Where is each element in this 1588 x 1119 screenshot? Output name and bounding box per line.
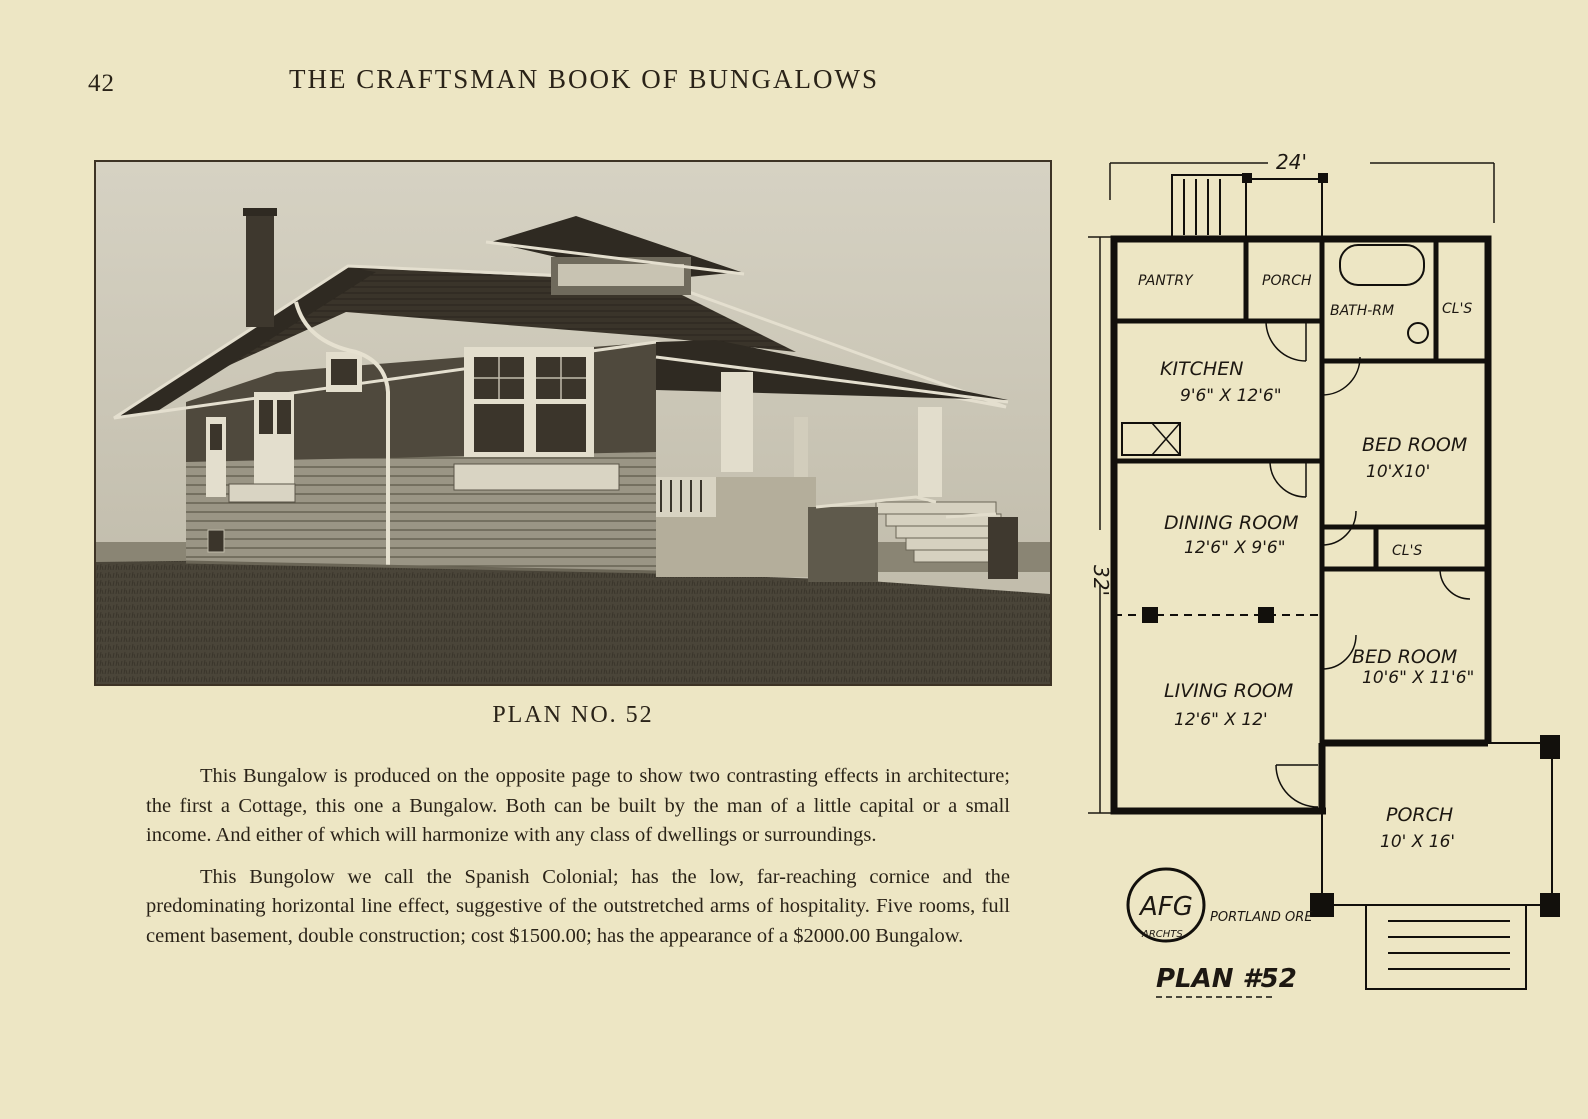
dining-size: 12'6" X 9'6" — [1184, 538, 1286, 558]
bedroom-2-size: 10'6" X 11'6" — [1362, 668, 1475, 688]
running-head: THE CRAFTSMAN BOOK OF BUNGALOWS — [288, 64, 880, 94]
bath-closet-label: CL'S — [1442, 301, 1473, 317]
overall-depth-label: 32' — [1089, 565, 1113, 596]
location-label: PORTLAND ORE — [1210, 910, 1313, 925]
floor-plan — [1080, 145, 1560, 1005]
plan-number-label: PLAN #52 — [1156, 964, 1297, 994]
hall-closet-label: CL'S — [1392, 543, 1423, 559]
plan-caption: PLAN NO. 52 — [492, 702, 654, 728]
living-size: 12'6" X 12' — [1174, 710, 1268, 730]
architect-label: ARCHTS — [1142, 929, 1183, 940]
paragraph-2: This Bungolow we call the Spanish Colonial; has the low, far-reaching cornice and the predominating horizontal line effect, suggestive of the outstretched arms of hospitality. Five rooms, full cement basement, double construction; cost $1500.00; has the appearance of a $2000.00 Bungalow. — [146, 865, 1010, 947]
architect-monogram: AFG — [1140, 892, 1193, 922]
front-porch-size: 10' X 16' — [1380, 832, 1456, 852]
front-porch-label: PORCH — [1386, 804, 1454, 826]
living-label: LIVING ROOM — [1164, 680, 1294, 702]
bedroom-1-size: 10'X10' — [1366, 462, 1431, 482]
bedroom-2-label: BED ROOM — [1352, 646, 1458, 668]
architect-stamp — [1128, 869, 1204, 941]
bedroom-1-label: BED ROOM — [1362, 434, 1468, 456]
description — [146, 762, 1010, 963]
pantry-label: PANTRY — [1138, 273, 1193, 289]
kitchen-label: KITCHEN — [1160, 358, 1244, 380]
bathroom-label: BATH-RM — [1330, 303, 1395, 319]
page-number: 42 — [88, 70, 115, 97]
paragraph-1: This Bungalow is produced on the opposite page to show two contrasting effects in architecture; the first a Cottage, this one a Bungalow. Both can be built by the man of a little capital or a small income. And either of which will harmonize with any class of dwellings or surroundings. — [146, 765, 1010, 846]
bungalow-photograph — [94, 160, 1052, 686]
kitchen-size: 9'6" X 12'6" — [1180, 386, 1282, 406]
dining-label: DINING ROOM — [1164, 512, 1299, 534]
overall-width-label: 24' — [1276, 150, 1307, 174]
rear-porch-label: PORCH — [1262, 273, 1312, 289]
